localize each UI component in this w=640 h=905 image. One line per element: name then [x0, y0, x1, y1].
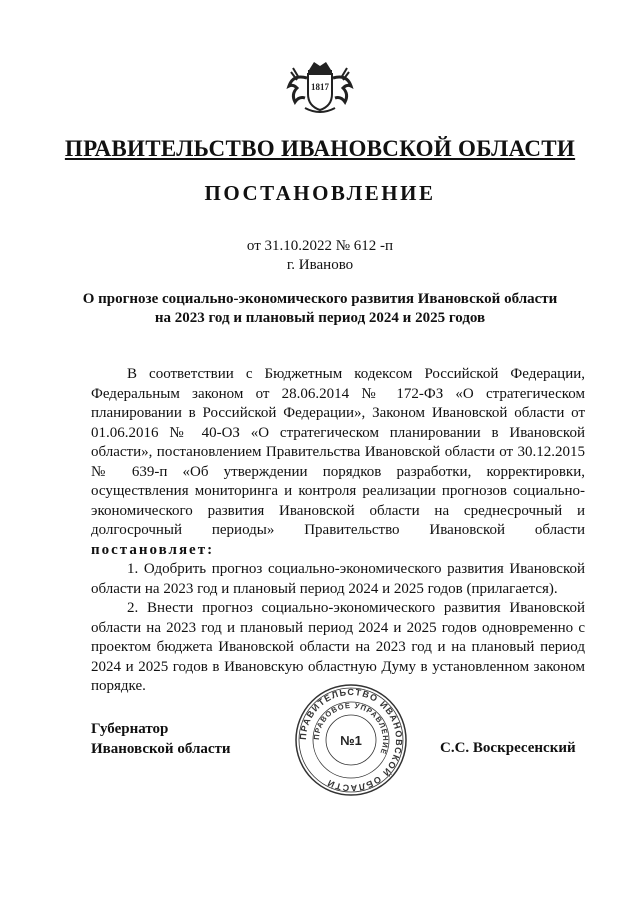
- signatory-title: [91, 720, 231, 759]
- svg-text:1817: 1817: [311, 82, 329, 92]
- document-type: ПОСТАНОВЛЕНИЕ: [204, 181, 436, 205]
- subject-line-2: на 2023 год и плановый период 2024 и 2025 годов: [154, 310, 486, 326]
- intro-text: В соответствии с Бюджетным кодексом Российской Федерации, Федеральным законом от 28.06.2014 № 172-ФЗ «О стратегическом планировании в Российской Федерации», Законом Ивановской области от 01.06.2016 № 40-ОЗ «О стратегическом планировании в Ивановской области», постановлением Правительства Ивановской области от 30.12.2015 № 639-п «Об утверждении порядков разработки, корректировки, осуществления мониторинга и контроля реализации прогнозов социально-экономического развития Ивановской области на среднесрочный и долгосрочный периоды» Правительство Ивановской области: [91, 366, 585, 538]
- coat-of-arms-icon: [283, 56, 357, 116]
- item-2: 2. Внести прогноз социально-экономического развития Ивановской области на 2023 год и плановый период 2024 и 2025 годов одновременно с проектом бюджета Ивановской области на 2023 год и на плановый период 2024 и 2025 годов в Ивановскую областную Думу в установленном законом порядке.: [91, 600, 585, 694]
- official-seal: [293, 682, 409, 798]
- signatory-title-line-2: Ивановской области: [91, 740, 231, 757]
- date-number: от 31.10.2022 № 612 -п: [246, 238, 394, 254]
- signatory-title-line-1: Губернатор: [91, 721, 169, 737]
- signatory-name: С.С. Воскресенский: [440, 740, 576, 756]
- intro-paragraph: [91, 365, 585, 560]
- svg-text:№1: №1: [340, 733, 362, 748]
- svg-text:ПРАВИТЕЛЬСТВО ИВАНОВСКОЙ ОБЛАС: ПРАВИТЕЛЬСТВО ИВАНОВСКОЙ ОБЛАСТИ: [297, 686, 405, 794]
- decree-word: постановляет:: [91, 541, 215, 558]
- document-meta: [60, 237, 580, 275]
- city: г. Иваново: [286, 257, 354, 273]
- svg-text:ПРАВОВОЕ УПРАВЛЕНИЕ: ПРАВОВОЕ УПРАВЛЕНИЕ: [311, 700, 391, 757]
- subject-line-1: О прогнозе социально-экономического развития Ивановской области: [82, 291, 558, 307]
- item-1: 1. Одобрить прогноз социально-экономического развития Ивановской области на 2023 год и плановый период 2024 и 2025 годов (прилагается).: [91, 561, 585, 597]
- document-subject: [70, 290, 570, 328]
- document-body: [91, 365, 585, 697]
- government-title: ПРАВИТЕЛЬСТВО ИВАНОВСКОЙ ОБЛАСТИ: [64, 136, 576, 161]
